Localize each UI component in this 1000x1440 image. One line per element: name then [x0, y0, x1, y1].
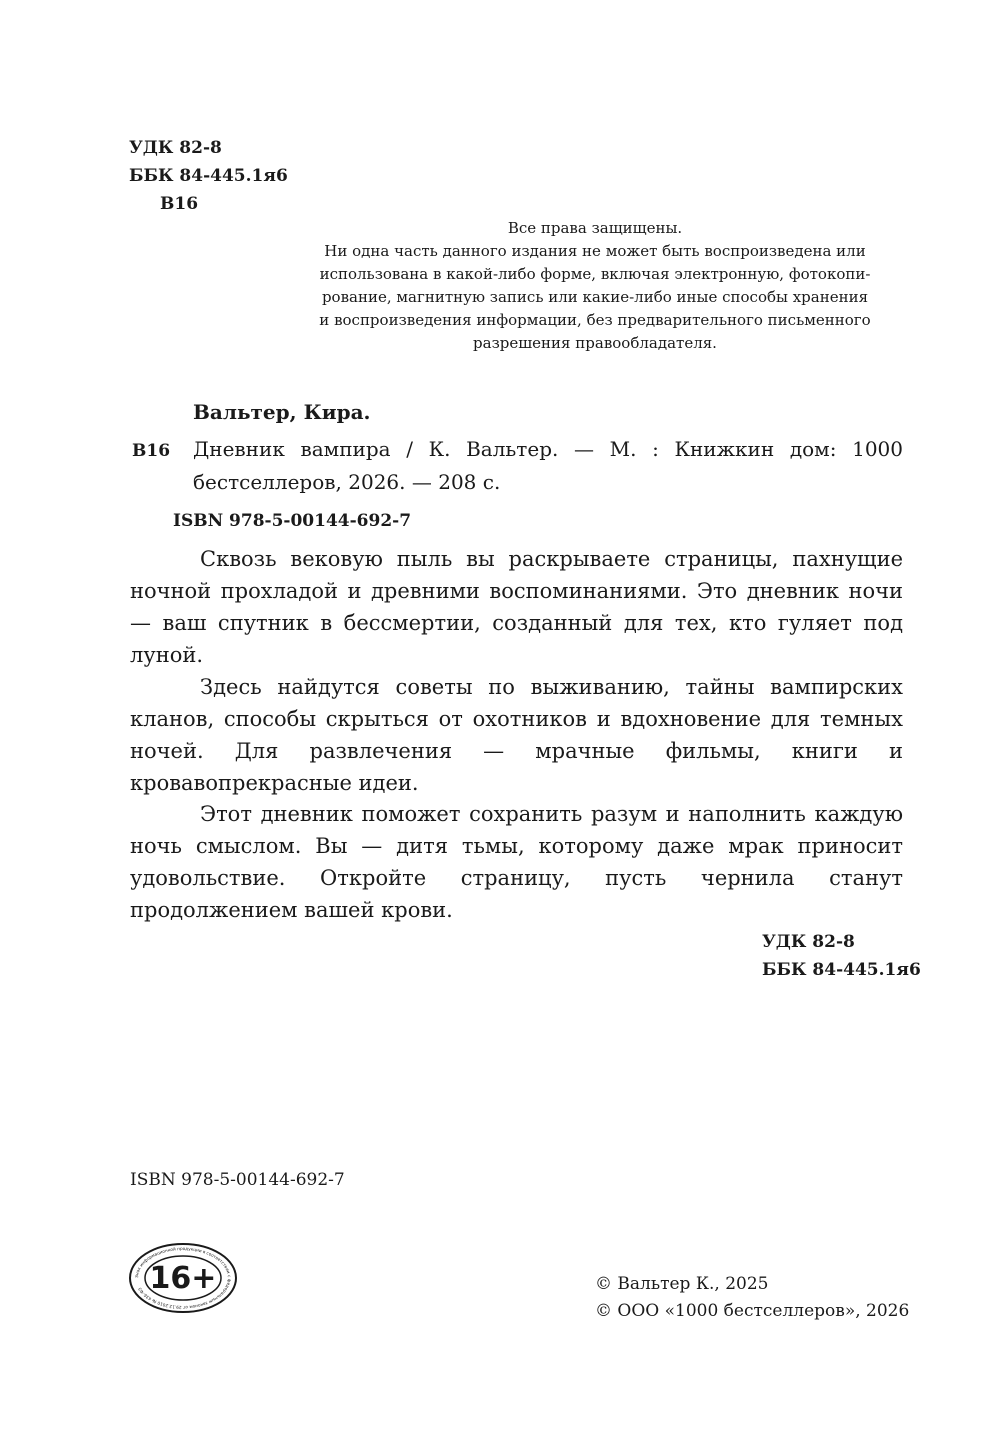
age-rating-label: 16+	[149, 1261, 217, 1296]
copyright-line: © Вальтер К., 2025	[595, 1274, 769, 1294]
annotation-paragraph: Здесь найдутся советы по выживанию, тайны вампирских кланов, способы скрыться от охотников и вдохновение для темных ночей. Для развлечения — мрачные фильмы, книги и кровавопрекрасные идеи.	[130, 675, 903, 795]
rights-line: рование, магнитную запись или какие-либо иные способы хранения	[321, 288, 869, 306]
record-author: Вальтер, Кира.	[193, 400, 371, 424]
bbk-code-top: ББК 84-445.1я6	[129, 166, 288, 186]
copyright-line: © ООО «1000 бестселлеров», 2026	[595, 1301, 910, 1321]
copyright-block	[595, 1271, 909, 1325]
rights-line: использована в какой-либо форме, включая электронную, фотокопи-	[319, 265, 871, 283]
rights-line: разрешения правообладателя.	[473, 334, 717, 352]
age-rating-ring-text: Знак информационной продукции в соответствии с федеральным законом от 29.12.2010 № 436-ФЗ	[133, 1245, 233, 1311]
age-rating-badge	[128, 1242, 238, 1314]
udk-code-top: УДК 82-8	[129, 138, 222, 158]
rights-line: Все права защищены.	[507, 219, 683, 237]
rights-line: и воспроизведения информации, без предварительного письменного	[319, 311, 871, 329]
age-rating-emblem	[128, 1242, 238, 1314]
bbk-code-bottom: ББК 84-445.1я6	[762, 960, 921, 980]
record-author-mark: В16	[132, 441, 171, 461]
rights-line: Ни одна часть данного издания не может быть воспроизведена или	[324, 242, 866, 260]
rights-notice	[290, 217, 900, 355]
record-description: Дневник вампира / К. Вальтер. — М. : Книжкин дом: 1000 бестселлеров, 2026. — 208 с.	[193, 437, 903, 494]
udk-code-bottom: УДК 82-8	[762, 932, 855, 952]
isbn-bottom: ISBN 978-5-00144-692-7	[130, 1170, 345, 1190]
classification-bottom	[762, 928, 921, 984]
author-mark-top: В16	[160, 194, 199, 214]
annotation-paragraph: Сквозь вековую пыль вы раскрываете страницы, пахнущие ночной прохладой и древними воспоминаниями. Это дневник ночи — ваш спутник в бессмертии, созданный для тех, кто гуляет под луной.	[130, 547, 903, 667]
record-isbn: ISBN 978-5-00144-692-7	[173, 511, 412, 531]
annotation-paragraph: Этот дневник поможет сохранить разум и наполнить каждую ночь смыслом. Вы — дитя тьмы, которому даже мрак приносит удовольствие. Откройте страницу, пусть чернила станут продолжением вашей крови.	[130, 802, 903, 922]
